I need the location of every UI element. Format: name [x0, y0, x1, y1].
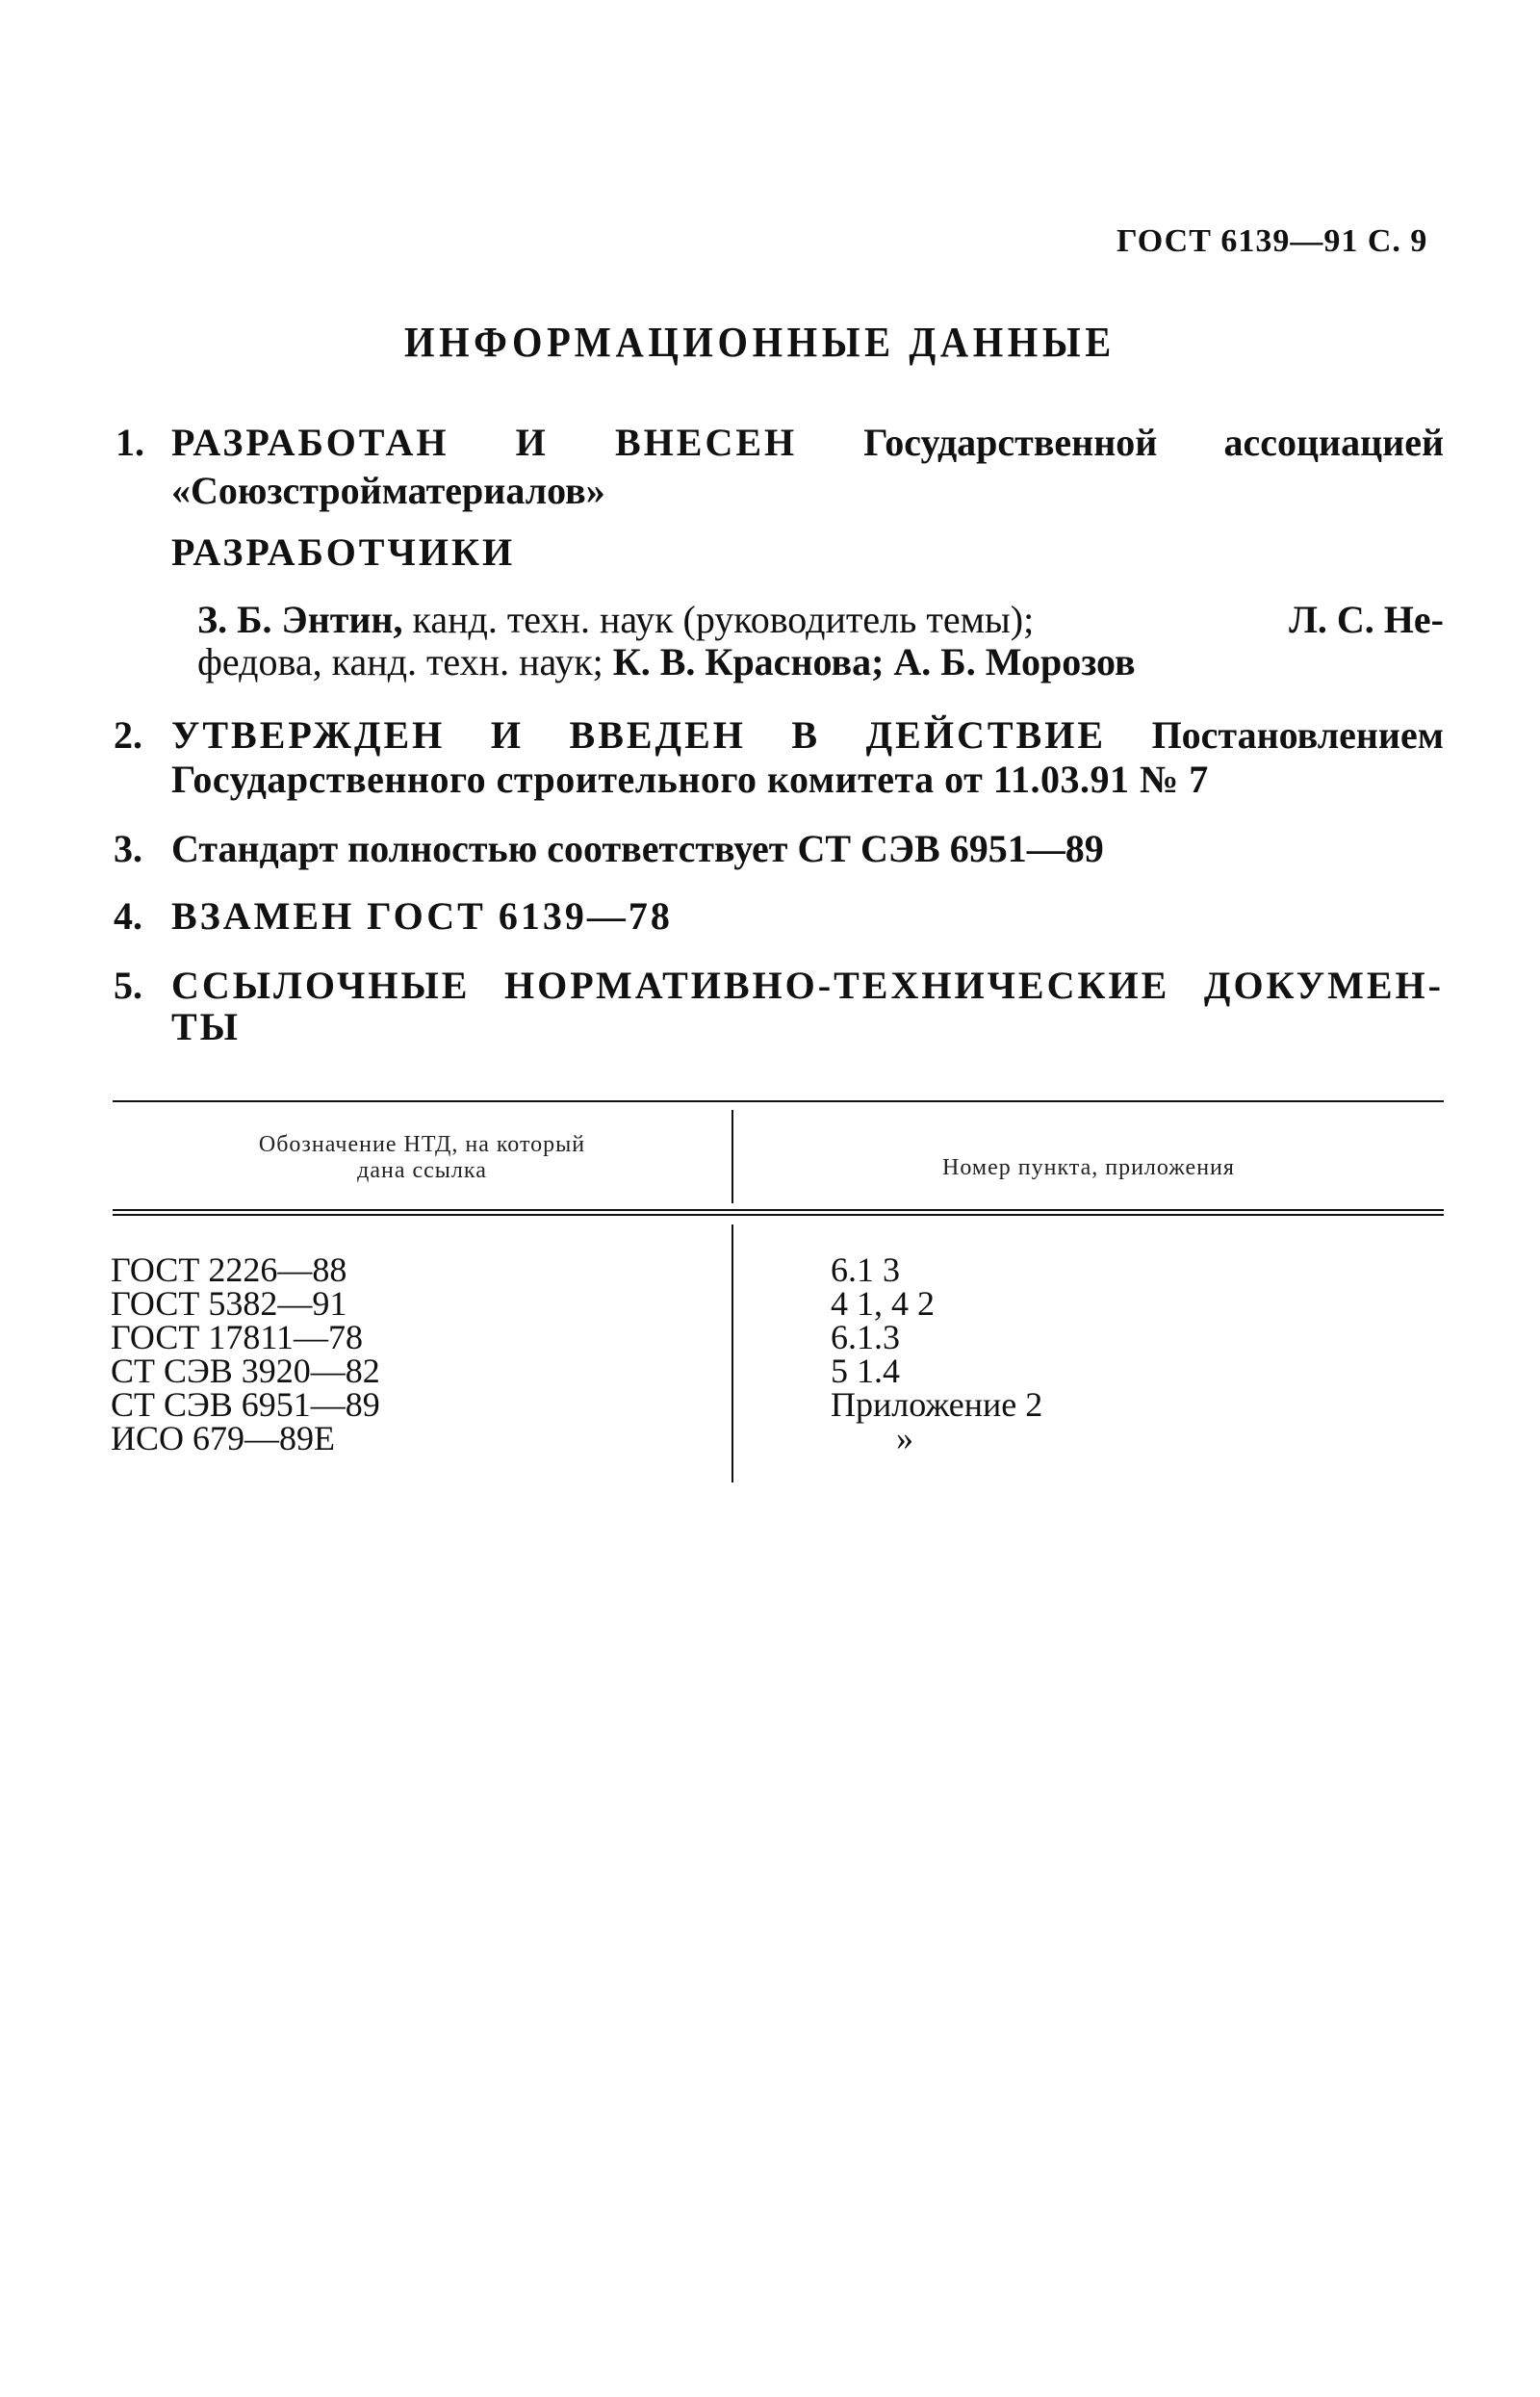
developers-heading: РАЗРАБОТЧИКИ	[171, 530, 516, 574]
table-cell-ref: 4 1, 4 2	[831, 1284, 935, 1323]
item-2-line-1	[171, 712, 1444, 758]
table-cell-ref: 6.1 3	[831, 1250, 900, 1289]
table-cell-ref: »	[896, 1419, 913, 1457]
table-top-rule	[113, 1100, 1444, 1102]
header-ntd-line-1: Обозначение НТД, на который	[258, 1132, 586, 1157]
item-number: 5.	[114, 964, 142, 1007]
table-cell-ntd: СТ СЭВ 3920—82	[111, 1352, 380, 1390]
item-3-text: Стандарт полностью соответствует СТ СЭВ 6951—89	[171, 827, 1104, 870]
item-1-lead-word: ВНЕСЕН	[614, 421, 798, 464]
table-cell-ref: Приложение 2	[831, 1385, 1043, 1424]
header-rule-1	[113, 1209, 1444, 1211]
body-column-divider	[732, 1224, 733, 1482]
table-cell-ntd: ГОСТ 2226—88	[111, 1250, 347, 1289]
running-header: ГОСТ 6139—91 С. 9	[1116, 223, 1428, 259]
item-5-word: ССЫЛОЧНЫЕ	[171, 964, 471, 1007]
table-cell-ref: 6.1.3	[831, 1318, 900, 1356]
item-5-line-1	[171, 963, 1444, 1008]
header-ntd-line-2: дана ссылка	[357, 1158, 487, 1183]
item-4-text: ВЗАМЕН ГОСТ 6139—78	[171, 894, 673, 938]
table-header-ntd	[113, 1132, 732, 1184]
item-5-line-2: ТЫ	[171, 1005, 241, 1048]
item-2-lead-word: ДЕЙСТВИЕ	[865, 713, 1107, 757]
item-number: 4.	[114, 894, 142, 938]
developers-line-1	[197, 597, 1444, 642]
developer-name: Л. С. Не-	[1289, 598, 1444, 641]
developer-name: З. Б. Энтин,	[197, 598, 403, 641]
item-1-lead-word: РАЗРАБОТАН	[171, 421, 449, 464]
item-1-lead-word: И	[515, 421, 549, 464]
developers-line-1-text	[197, 597, 1043, 642]
developer-credentials: канд. техн. наук (руководитель темы);	[402, 598, 1044, 641]
developer-names: К. В. Краснова; А. Б. Морозов	[612, 640, 1136, 683]
item-5-word: НОРМАТИВНО-ТЕХНИЧЕСКИЕ	[504, 964, 1170, 1007]
ref-column	[831, 1250, 1043, 1457]
item-1-line-2: «Союзстройматериалов»	[171, 469, 605, 512]
ntd-column	[111, 1250, 380, 1457]
item-1-word: ассоциацией	[1223, 421, 1444, 464]
table-header-ref: Номер пункта, приложения	[942, 1155, 1235, 1180]
item-2-lead-word: И	[490, 713, 524, 757]
item-2-word: Постановлением	[1151, 713, 1444, 757]
table-cell-ref: 5 1.4	[831, 1352, 900, 1390]
item-5-word: ДОКУМЕН-	[1203, 964, 1444, 1007]
item-2-lead-word: УТВЕРЖДЕН	[171, 713, 446, 757]
item-number: 2.	[114, 713, 142, 757]
table-cell-ntd: ГОСТ 17811—78	[111, 1318, 364, 1356]
developers-line-2	[197, 639, 1136, 684]
item-2-lead-word: В	[791, 713, 821, 757]
table-cell-ntd: ИСО 679—89Е	[111, 1419, 335, 1457]
developer-credentials: федова, канд. техн. наук;	[197, 640, 613, 683]
item-2-lead-word: ВВЕДЕН	[569, 713, 746, 757]
item-1-line-1	[171, 420, 1444, 465]
item-number: 1.	[116, 421, 144, 464]
page-title: ИНФОРМАЦИОННЫЕ ДАННЫЕ	[404, 319, 1116, 366]
table-cell-ntd: СТ СЭВ 6951—89	[111, 1385, 380, 1424]
item-2-line-2: Государственного строительного комитета от 11.03.91 № 7	[171, 758, 1209, 801]
item-1-word: Государственной	[863, 421, 1158, 464]
item-number: 3.	[114, 827, 142, 870]
table-cell-ntd: ГОСТ 5382—91	[111, 1284, 347, 1323]
header-rule-2	[113, 1214, 1444, 1216]
